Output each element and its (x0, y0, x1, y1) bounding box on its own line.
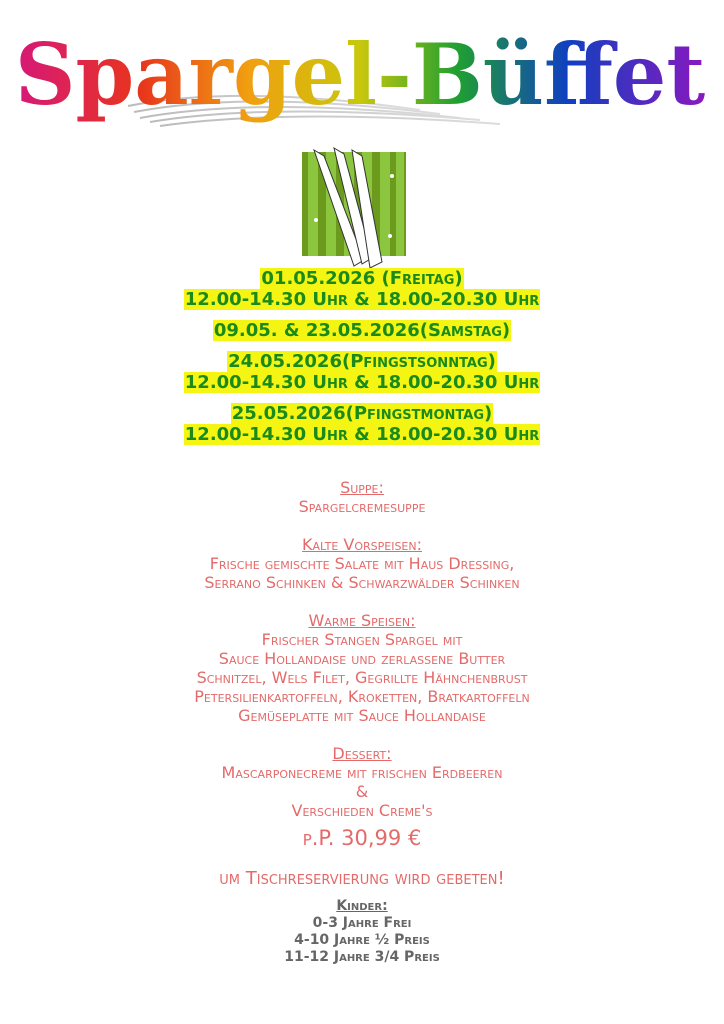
cold-starters-section (0, 535, 724, 592)
dessert-section (0, 744, 724, 820)
date-line: 24.05.2026(Pfingstsonntag) (228, 351, 496, 372)
asparagus-icon (302, 148, 406, 270)
date-block (0, 268, 724, 310)
menu-item: Petersilienkartoffeln, Kroketten, Bratkartoffeln (194, 687, 530, 706)
time-line: 12.00-14.30 Uhr & 18.00-20.30 Uhr (184, 372, 540, 393)
kids-item: 11-12 Jahre 3/4 Preis (284, 949, 440, 965)
title-logo (14, 22, 706, 132)
menu-item: Frischer Stangen Spargel mit (261, 630, 463, 649)
menu-item: Gemüseplatte mit Sauce Hollandaise (238, 706, 486, 725)
dessert-heading: Dessert: (332, 744, 392, 763)
date-block (0, 403, 724, 445)
date-line: 25.05.2026(Pfingstmontag) (231, 403, 493, 424)
warm-dishes-heading: Warme Speisen: (308, 611, 416, 630)
menu-section (0, 478, 724, 839)
date-line: 09.05. & 23.05.2026(Samstag) (213, 320, 511, 341)
soup-heading: Suppe: (340, 478, 384, 497)
menu-item: & (355, 782, 369, 801)
kids-item: 4-10 Jahre ½ Preis (294, 932, 430, 948)
date-block (0, 351, 724, 393)
dates-section (0, 268, 724, 455)
soup-section (0, 478, 724, 516)
kids-section (0, 898, 724, 966)
date-line: 01.05.2026 (Freitag) (261, 268, 463, 289)
menu-item: Spargelcremesuppe (298, 497, 426, 516)
title-graphic (14, 22, 706, 132)
menu-item: Frische gemischte Salate mit Haus Dressing, (209, 554, 515, 573)
menu-item: Mascarponecreme mit frischen Erdbeeren (221, 763, 503, 782)
cold-starters-heading: Kalte Vorspeisen: (302, 535, 422, 554)
date-block (0, 320, 724, 341)
time-line: 12.00-14.30 Uhr & 18.00-20.30 Uhr (184, 424, 540, 445)
menu-item: Verschieden Creme's (291, 801, 433, 820)
price: p.P. 30,99 € (302, 826, 422, 850)
menu-item: Schnitzel, Wels Filet, Gegrillte Hähnchenbrust (196, 668, 528, 687)
menu-item: Serrano Schinken & Schwarzwälder Schinken (204, 573, 520, 592)
reservation-note: um Tischreservierung wird gebeten! (219, 868, 505, 889)
kids-heading: Kinder: (336, 898, 388, 914)
time-line: 12.00-14.30 Uhr & 18.00-20.30 Uhr (184, 289, 540, 310)
warm-dishes-section (0, 611, 724, 725)
menu-item: Sauce Hollandaise und zerlassene Butter (218, 649, 506, 668)
kids-item: 0-3 Jahre Frei (312, 915, 412, 931)
title-text: Spargel-Büffet (14, 25, 706, 124)
